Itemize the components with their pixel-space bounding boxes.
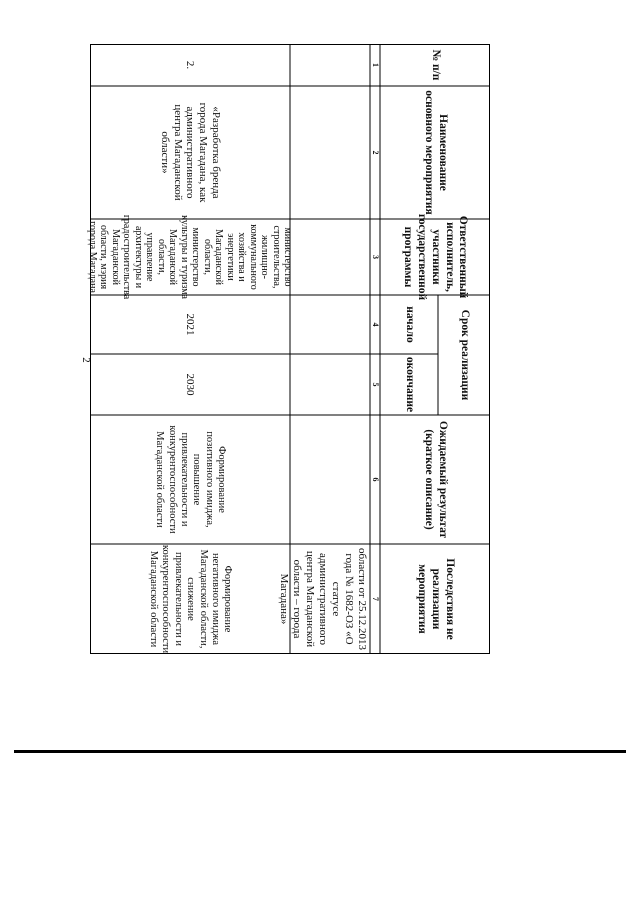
row2-consequences: Формирование негативного имиджа Магаданской области, снижение привлекательности и конкурентоспособности Магаданской области	[148, 544, 234, 654]
row2-expected: Формирование позитивного имиджа, повышение привлекательности и конкурентоспособности Магаданской области	[154, 425, 228, 534]
header-start: начало	[403, 306, 416, 343]
header-num: № п/п	[429, 49, 442, 81]
col-num-4: 4	[370, 322, 380, 327]
header-name: Наименование основного мероприятия	[423, 90, 449, 215]
header-term: Срок реализации	[458, 309, 471, 401]
horizontal-rule	[14, 750, 626, 753]
header-consequences: Последствия не реализации мероприятия	[416, 558, 456, 640]
row2-name: «Разработка бренда города Магадана, как административного центра Магаданской области»	[158, 102, 223, 203]
table	[87, 44, 490, 654]
page-number: 2	[80, 357, 92, 363]
col-num-3: 3	[370, 255, 380, 259]
col-num-6: 6	[370, 477, 380, 482]
col-num-1: 1	[370, 63, 380, 67]
header-expected: Ожидаемый результат (краткое описание)	[423, 420, 449, 539]
header-executor: Ответственный исполнитель, участники государственной программы	[402, 213, 470, 301]
col-num-7: 7	[370, 597, 380, 601]
row2-end: 2030	[184, 373, 197, 396]
row2-executor: министерство строительства, жилищно-коммунального хозяйства и энергетики Магаданской области, министерство культуры и туризма Магаданской области, управление архитектуры и градостроительства Магаданской области, мэрия города Магадана	[87, 214, 294, 300]
row2-start: 2021	[184, 313, 197, 336]
header-end: окончание	[403, 356, 416, 413]
row2-num: 2.	[184, 60, 197, 70]
col-num-5: 5	[370, 382, 380, 387]
col-num-2: 2	[370, 150, 380, 155]
continuation-consequences: области от 25.12.2013 года № 1682-ОЗ «О статусе административного центра Магаданской области – города Магадана»	[278, 548, 368, 650]
